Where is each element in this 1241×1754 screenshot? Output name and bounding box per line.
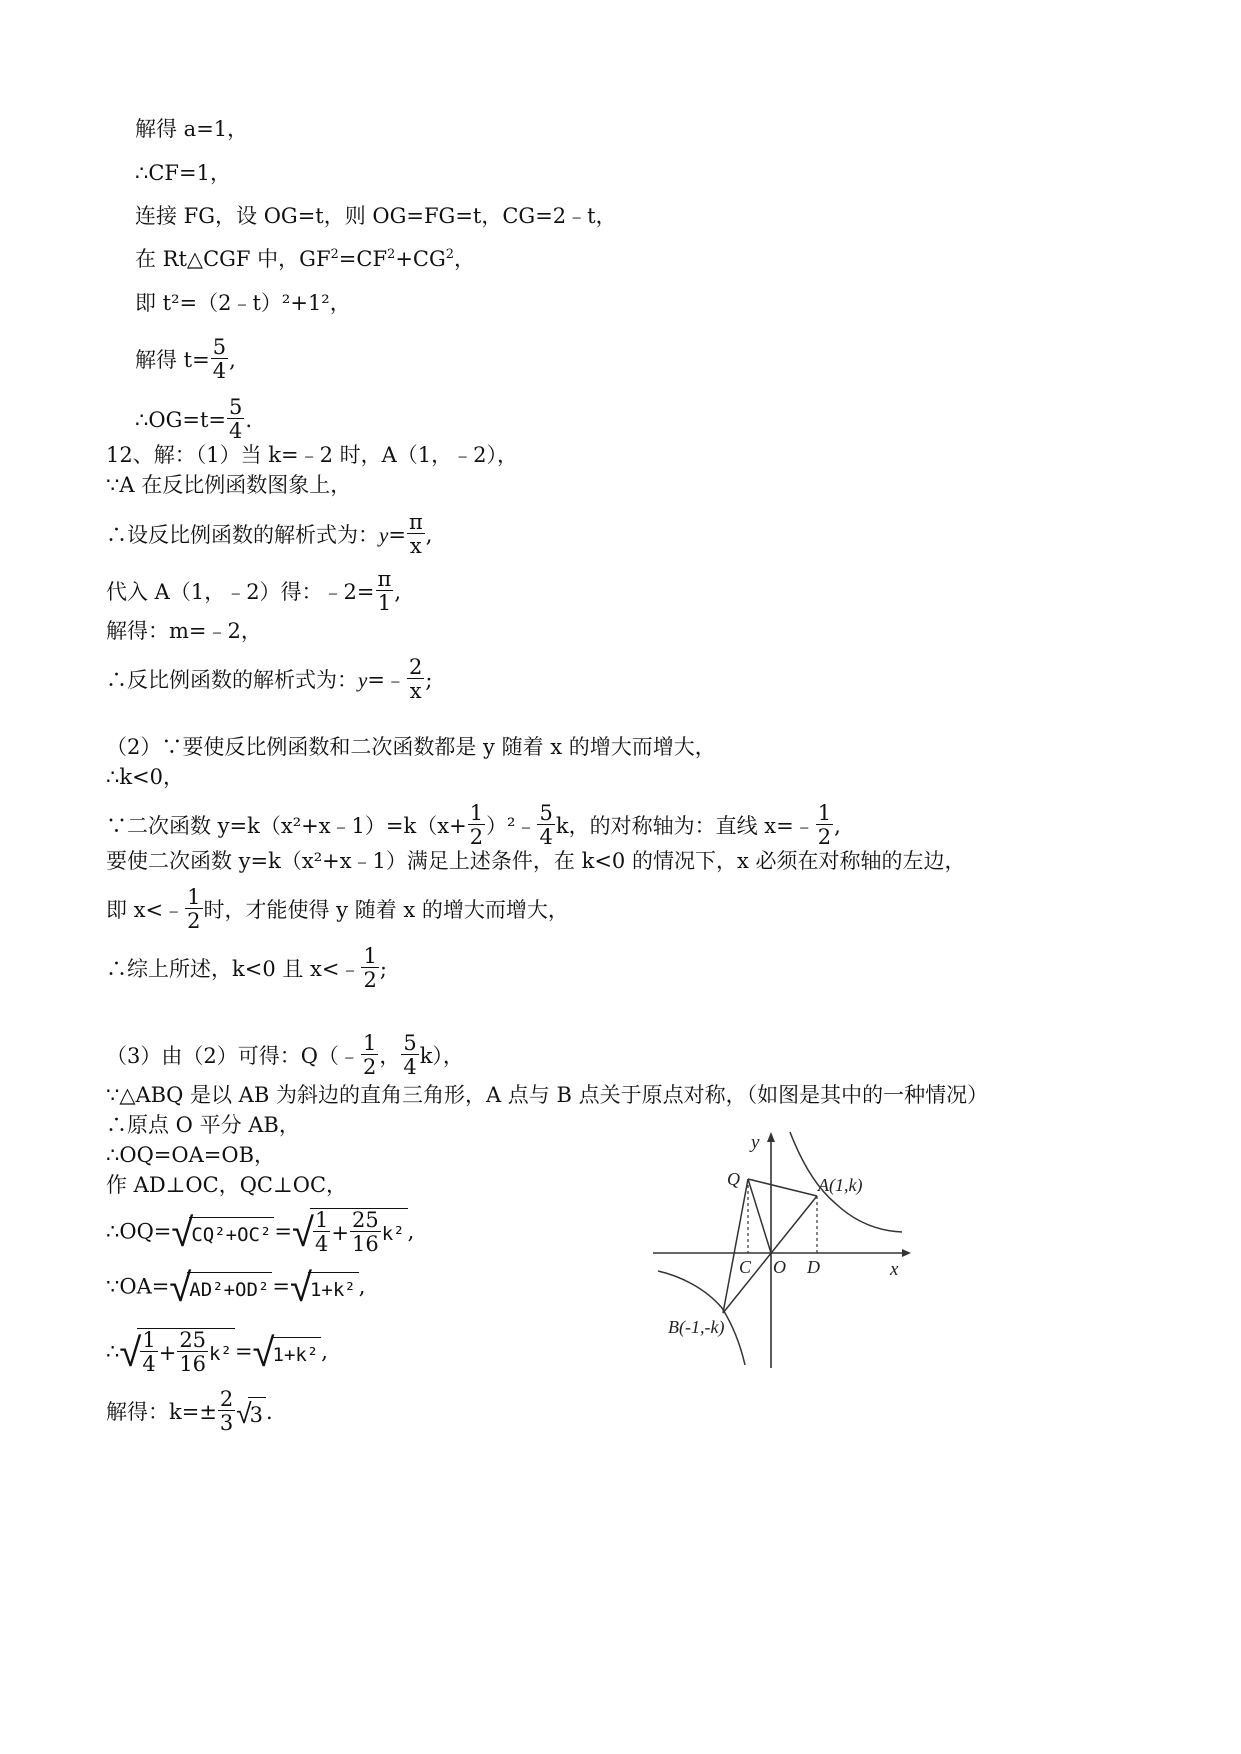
- fraction: [361, 1032, 378, 1079]
- denominator: 4: [314, 1232, 329, 1256]
- text-fragment: 代入 A（1，﹣2）得：﹣2=: [106, 580, 375, 604]
- numerator: 1: [817, 801, 832, 825]
- text-fragment: ∴OQ=: [106, 1219, 172, 1244]
- y-axis-arrow: [767, 1132, 775, 1142]
- text-line: ∴设反比例函数的解析式为：y= $\frac{\pi}{x}$ ,: [106, 510, 433, 558]
- square-root: √1+k²: [290, 1268, 359, 1308]
- fraction: [350, 1209, 381, 1256]
- text-line: [106, 1031, 464, 1081]
- numerator: 25: [351, 1208, 379, 1232]
- radicand: AD²+OD²: [187, 1272, 272, 1305]
- text-fragment: k），: [419, 1044, 464, 1068]
- text-fragment: 解得：k=±: [106, 1400, 217, 1424]
- square-root: √ $\frac{1}{4}$ + $\frac{25}{16}$ k²: [119, 1328, 235, 1378]
- fraction: [313, 1209, 330, 1256]
- text-line: 解得：k=± $\frac{2}{3}$ √3 .: [106, 1387, 273, 1435]
- fraction: [211, 336, 228, 383]
- text-fragment: ）²﹣: [486, 814, 537, 838]
- text-fragment: 解得 t=: [135, 348, 210, 372]
- text-line: 连接 FG，设 OG=t，则 OG=FG=t，CG=2﹣t，: [135, 204, 617, 228]
- text-fragment: 时，才能使得 y 随着 x 的增大而增大，: [203, 898, 569, 922]
- fraction: [227, 396, 244, 443]
- text-fragment: ∴: [106, 1339, 120, 1364]
- text-fragment: ，: [379, 1044, 401, 1068]
- fraction: [185, 886, 202, 933]
- radicand-term: k²: [209, 1343, 232, 1365]
- text-fragment: ∴设反比例函数的解析式为：: [106, 523, 379, 547]
- text-line: ∵A 在反比例函数图象上，: [106, 473, 352, 497]
- denominator: x: [409, 679, 422, 703]
- square-root: √1+k²: [253, 1333, 322, 1373]
- segment-AB: [723, 1196, 817, 1313]
- numerator: 5: [403, 1031, 417, 1055]
- text-line: ∴CF=1，: [135, 161, 231, 185]
- square-root: √CQ²+OC²: [171, 1213, 274, 1253]
- numerator: 25: [179, 1328, 207, 1352]
- denominator: 1: [377, 591, 392, 615]
- radicand: CQ²+OC²: [189, 1217, 274, 1250]
- y-axis-label: y: [751, 1132, 760, 1153]
- fraction: [177, 1329, 208, 1376]
- text-line: ∵二次函数 y=k（x²+x﹣1）=k（x+ $\frac{1}{2}$ ）²﹣ $\frac{5}{4}$ k，的对称轴为：直线 x=﹣ $\frac{1}{2}$ ,: [106, 801, 841, 849]
- fraction: [407, 656, 424, 703]
- fraction: [537, 802, 554, 849]
- segment-QB: [723, 1179, 748, 1313]
- fraction: [140, 1329, 157, 1376]
- square-root: √3: [236, 1394, 266, 1434]
- segment-QO: [748, 1179, 771, 1253]
- point-B-label: B(-1,-k): [668, 1317, 725, 1337]
- text-line: 代入 A（1，﹣2）得：﹣2= $\frac{\pi}{1}$ ,: [106, 567, 402, 615]
- text-fragment: k，的对称轴为：直线 x=﹣: [555, 814, 815, 838]
- x-axis-arrow: [902, 1249, 911, 1257]
- text-line: 解得：m=﹣2，: [106, 619, 262, 643]
- text-fragment: （3）由（2）可得：Q（﹣: [106, 1044, 360, 1068]
- denominator: 4: [142, 1352, 156, 1376]
- text-line: 即 t²=（2﹣t）²+1²，: [135, 291, 351, 315]
- denominator: 4: [403, 1055, 417, 1079]
- denominator: 16: [351, 1232, 379, 1256]
- numerator: 1: [362, 1031, 377, 1055]
- fraction: [401, 1032, 418, 1079]
- numerator: π: [377, 567, 392, 591]
- text-line: 作 AD⊥OC，QC⊥OC，: [106, 1173, 348, 1197]
- numerator: 2: [219, 1387, 234, 1411]
- text-line: ∴k<0，: [106, 765, 185, 789]
- text-line: ∴OQ=√CQ²+OC² =√ $\frac{1}{4}$ + $\frac{25}{16}$ k² ,: [106, 1208, 415, 1256]
- numerator: 5: [539, 801, 553, 825]
- numerator: 5: [228, 395, 243, 419]
- text-line: 在 Rt△CGF 中，$GF^2=CF^2+CG^2$，: [135, 247, 476, 271]
- square-root: √AD²+OD²: [169, 1268, 272, 1308]
- text-line: ∵OA=√AD²+OD² =√1+k² ,: [106, 1265, 366, 1311]
- numerator: 1: [142, 1328, 156, 1352]
- radicand: 3: [248, 1397, 266, 1430]
- point-O-label: O: [773, 1257, 786, 1277]
- text-line: ∴OQ=OA=OB，: [106, 1143, 276, 1167]
- radicand-term: k²: [381, 1223, 405, 1245]
- text-line: （2）∵要使反比例函数和二次函数都是 y 随着 x 的增大而增大，: [106, 735, 716, 759]
- segment-QA: [748, 1179, 817, 1196]
- denominator: 2: [362, 1055, 377, 1079]
- text-line: ∴√ $\frac{1}{4}$ + $\frac{25}{16}$ k² =√1+k² ,: [106, 1328, 328, 1376]
- text-line: ∵△ABQ 是以 AB 为斜边的直角三角形，A 点与 B 点关于原点对称，（如图是其中的一种情况）: [106, 1083, 989, 1107]
- numerator: 1: [187, 885, 201, 909]
- numerator: 1: [363, 944, 377, 968]
- text-line: 12、解：（1）当 k=﹣2 时，A（1，﹣2），: [106, 443, 519, 467]
- denominator: 2: [363, 968, 377, 992]
- numerator: π: [408, 510, 423, 534]
- fraction: [376, 568, 394, 615]
- coordinate-figure: [650, 1128, 920, 1373]
- text-fragment: ∴反比例函数的解析式为：: [106, 668, 358, 692]
- text-line: ∴OG=t= $\frac{5}{4}$ .: [135, 395, 253, 443]
- x-axis-label: x: [890, 1259, 899, 1280]
- fraction: [816, 802, 833, 849]
- point-A-label: A(1,k): [818, 1175, 863, 1195]
- numerator: 5: [212, 335, 227, 359]
- text-line: 解得 a=1，: [135, 117, 249, 141]
- denominator: 2: [469, 825, 484, 849]
- denominator: 16: [179, 1352, 207, 1376]
- denominator: 4: [228, 419, 243, 443]
- radicand: 1+k²: [271, 1337, 322, 1370]
- square-root: √ $\frac{1}{4}$ + $\frac{25}{16}$ k²: [292, 1208, 408, 1258]
- numerator: 2: [408, 655, 423, 679]
- denominator: 4: [212, 359, 227, 383]
- text-line: ∴反比例函数的解析式为：y=﹣ $\frac{2}{x}$ ;: [106, 655, 433, 703]
- text-line: ∴原点 O 平分 AB，: [106, 1113, 300, 1137]
- denominator: 3: [219, 1411, 234, 1435]
- fraction: [218, 1388, 235, 1435]
- denominator: 2: [817, 825, 832, 849]
- fraction: [361, 945, 378, 992]
- numerator: 1: [314, 1208, 329, 1232]
- text-line: [106, 885, 569, 935]
- text-fragment: ∴OG=t=: [135, 408, 226, 432]
- radicand: 1+k²: [308, 1272, 359, 1305]
- point-C-label: C: [739, 1257, 752, 1277]
- denominator: x: [409, 534, 422, 558]
- text-fragment: ∵OA=: [106, 1274, 170, 1299]
- point-Q-label: Q: [727, 1169, 740, 1189]
- fraction: [468, 802, 485, 849]
- denominator: 2: [187, 909, 201, 933]
- denominator: 4: [539, 825, 553, 849]
- text-line: ∴综上所述，k<0 且 x<﹣ $\frac{1}{2}$ ;: [106, 944, 387, 992]
- fraction: [407, 511, 425, 558]
- text-line: 要使二次函数 y=k（x²+x﹣1）满足上述条件，在 k<0 的情况下，x 必须在对称轴的左边，: [106, 849, 966, 873]
- text-fragment: 即 x<﹣: [106, 898, 185, 922]
- text-fragment: ∵二次函数 y=k（x²+x﹣1）=k（x+: [106, 814, 467, 838]
- point-D-label: D: [807, 1257, 820, 1277]
- text-fragment: ∴综上所述，k<0 且 x<﹣: [106, 957, 361, 981]
- text-line: 解得 t= $\frac{5}{4}$ ,: [135, 335, 236, 383]
- numerator: 1: [469, 801, 484, 825]
